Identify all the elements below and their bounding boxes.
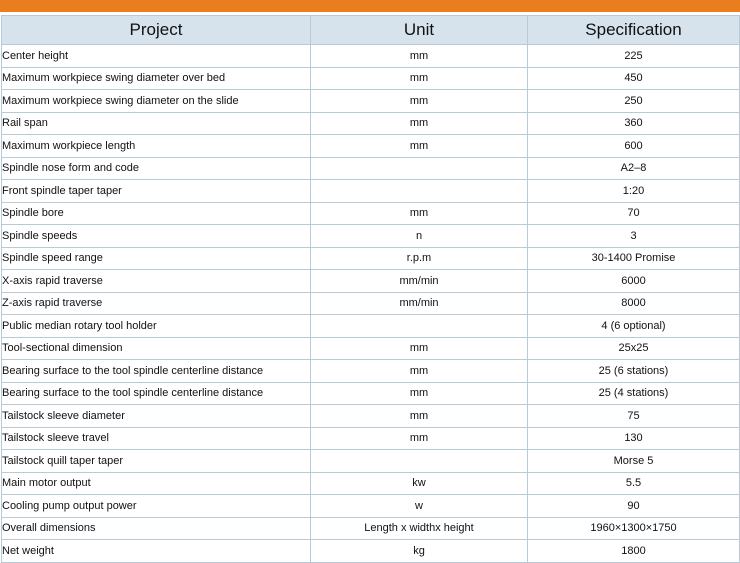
cell-project: Net weight — [2, 540, 311, 563]
cell-specification: 70 — [528, 202, 740, 225]
cell-project: Bearing surface to the tool spindle centerline distance — [2, 360, 311, 383]
cell-unit — [311, 157, 528, 180]
cell-project: Spindle bore — [2, 202, 311, 225]
table-row — [2, 112, 740, 135]
header-specification: Specification — [528, 16, 740, 45]
cell-specification: 25 (4 stations) — [528, 382, 740, 405]
table-row — [2, 135, 740, 158]
cell-unit: mm — [311, 202, 528, 225]
table-body — [2, 45, 740, 563]
cell-unit: n — [311, 225, 528, 248]
cell-specification: 6000 — [528, 270, 740, 293]
cell-specification: 5.5 — [528, 472, 740, 495]
specification-table — [1, 15, 740, 563]
cell-project: Spindle speeds — [2, 225, 311, 248]
table-row — [2, 315, 740, 338]
table-row — [2, 292, 740, 315]
cell-specification: 225 — [528, 45, 740, 68]
cell-unit: mm — [311, 135, 528, 158]
cell-unit: r.p.m — [311, 247, 528, 270]
table-row — [2, 382, 740, 405]
cell-unit: kw — [311, 472, 528, 495]
table-row — [2, 427, 740, 450]
cell-specification: 75 — [528, 405, 740, 428]
cell-unit: mm — [311, 427, 528, 450]
cell-unit — [311, 180, 528, 203]
cell-project: Maximum workpiece swing diameter over bed — [2, 67, 311, 90]
cell-specification: 450 — [528, 67, 740, 90]
header-project: Project — [2, 16, 311, 45]
cell-project: Center height — [2, 45, 311, 68]
table-header-row — [2, 16, 740, 45]
cell-project: Spindle nose form and code — [2, 157, 311, 180]
cell-project: X-axis rapid traverse — [2, 270, 311, 293]
cell-specification: 4 (6 optional) — [528, 315, 740, 338]
cell-specification: 3 — [528, 225, 740, 248]
cell-specification: 25 (6 stations) — [528, 360, 740, 383]
cell-specification: 30-1400 Promise — [528, 247, 740, 270]
cell-unit: Length x widthx height — [311, 517, 528, 540]
cell-specification: 1:20 — [528, 180, 740, 203]
cell-project: Z-axis rapid traverse — [2, 292, 311, 315]
cell-unit: w — [311, 495, 528, 518]
cell-project: Maximum workpiece length — [2, 135, 311, 158]
cell-project: Rail span — [2, 112, 311, 135]
cell-unit — [311, 315, 528, 338]
cell-unit — [311, 450, 528, 473]
cell-project: Spindle speed range — [2, 247, 311, 270]
top-accent-bar — [0, 0, 740, 12]
cell-specification: 8000 — [528, 292, 740, 315]
table-row — [2, 270, 740, 293]
cell-project: Bearing surface to the tool spindle centerline distance — [2, 382, 311, 405]
table-row — [2, 517, 740, 540]
cell-project: Maximum workpiece swing diameter on the slide — [2, 90, 311, 113]
cell-project: Main motor output — [2, 472, 311, 495]
cell-unit: mm — [311, 337, 528, 360]
cell-specification: 1800 — [528, 540, 740, 563]
table-row — [2, 90, 740, 113]
cell-specification: 130 — [528, 427, 740, 450]
table-row — [2, 360, 740, 383]
cell-project: Front spindle taper taper — [2, 180, 311, 203]
cell-project: Tailstock quill taper taper — [2, 450, 311, 473]
cell-specification: 1960×1300×1750 — [528, 517, 740, 540]
cell-unit: mm — [311, 382, 528, 405]
table-row — [2, 225, 740, 248]
cell-specification: Morse 5 — [528, 450, 740, 473]
table-row — [2, 247, 740, 270]
table-row — [2, 450, 740, 473]
table-row — [2, 157, 740, 180]
header-unit: Unit — [311, 16, 528, 45]
cell-unit: mm/min — [311, 270, 528, 293]
cell-specification: 25x25 — [528, 337, 740, 360]
cell-project: Tailstock sleeve travel — [2, 427, 311, 450]
table-row — [2, 180, 740, 203]
cell-unit: mm — [311, 112, 528, 135]
cell-unit: mm/min — [311, 292, 528, 315]
cell-specification: 250 — [528, 90, 740, 113]
cell-unit: mm — [311, 45, 528, 68]
cell-unit: mm — [311, 360, 528, 383]
cell-specification: 360 — [528, 112, 740, 135]
table-row — [2, 45, 740, 68]
table-row — [2, 337, 740, 360]
table-row — [2, 495, 740, 518]
cell-project: Cooling pump output power — [2, 495, 311, 518]
table-row — [2, 202, 740, 225]
cell-project: Public median rotary tool holder — [2, 315, 311, 338]
table-row — [2, 472, 740, 495]
cell-unit: mm — [311, 405, 528, 428]
cell-project: Overall dimensions — [2, 517, 311, 540]
cell-unit: mm — [311, 67, 528, 90]
cell-specification: A2–8 — [528, 157, 740, 180]
table-row — [2, 67, 740, 90]
cell-project: Tailstock sleeve diameter — [2, 405, 311, 428]
cell-specification: 600 — [528, 135, 740, 158]
cell-specification: 90 — [528, 495, 740, 518]
table-row — [2, 540, 740, 563]
table-row — [2, 405, 740, 428]
cell-project: Tool-sectional dimension — [2, 337, 311, 360]
cell-unit: kg — [311, 540, 528, 563]
cell-unit: mm — [311, 90, 528, 113]
